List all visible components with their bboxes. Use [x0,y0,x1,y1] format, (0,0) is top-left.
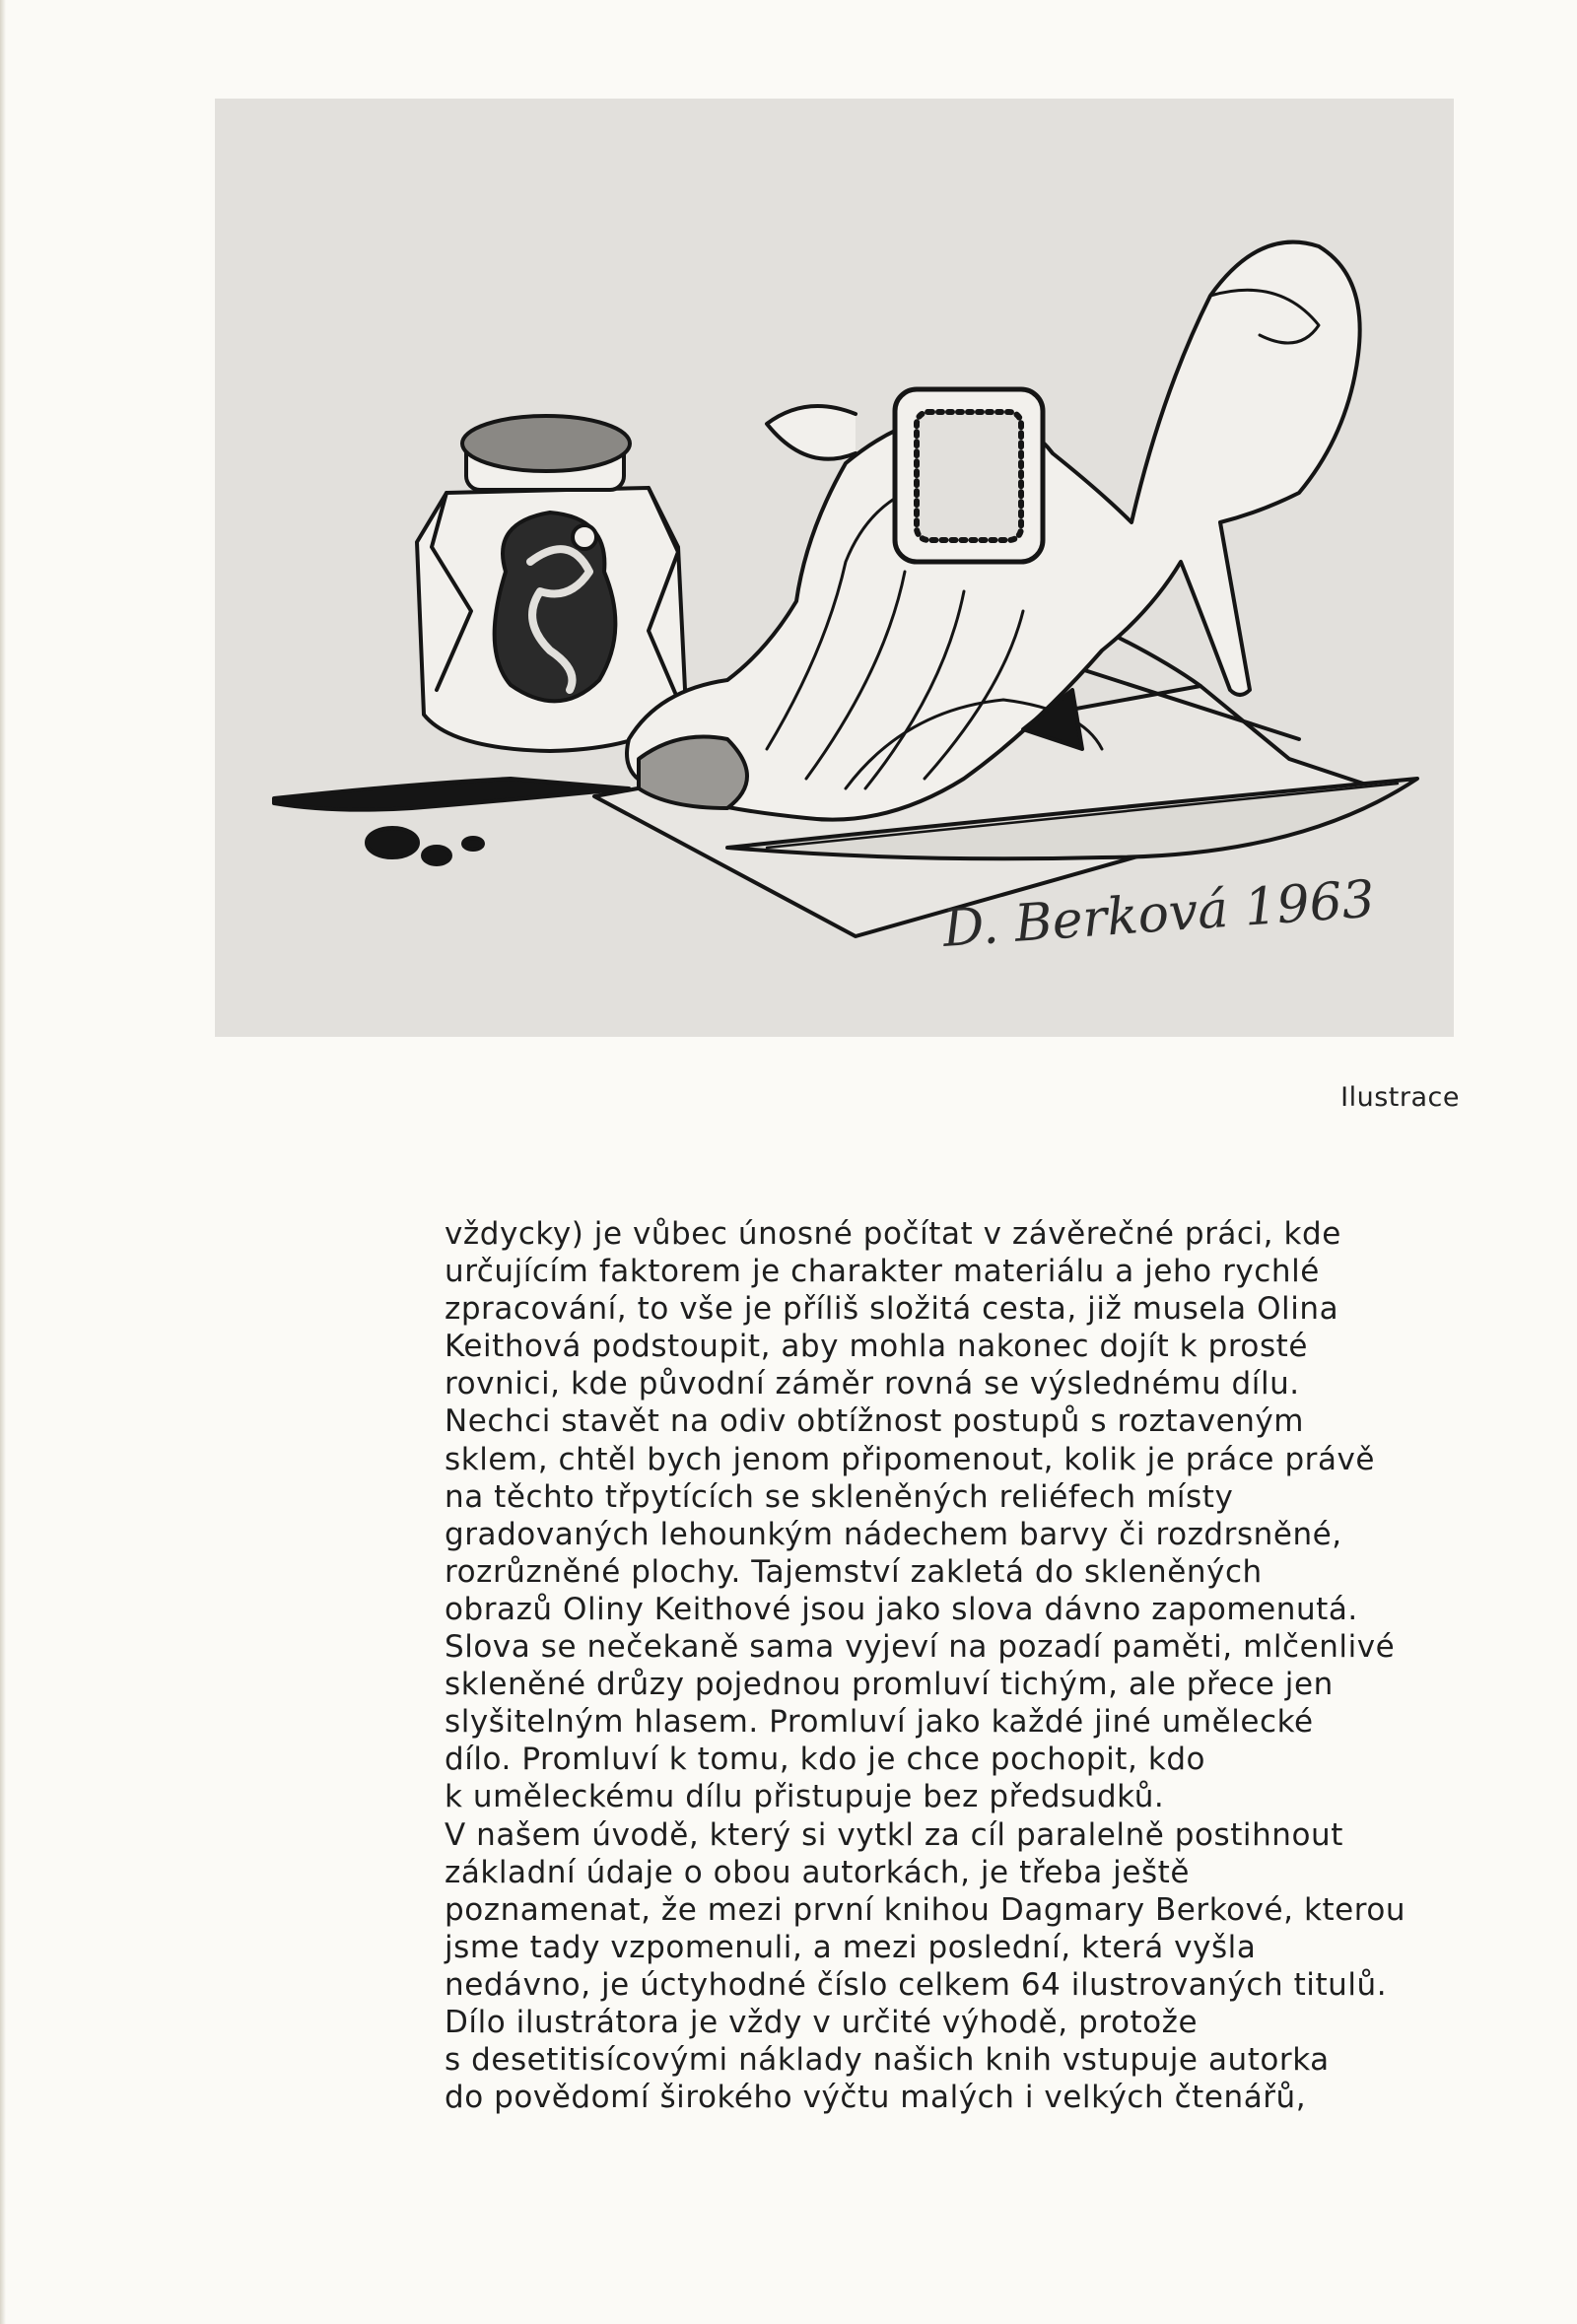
artist-signature: D. Berková 1963 [940,869,1377,959]
text-line: určujícím faktorem je charakter materiálu a jeho rychlé [445,1254,1320,1290]
page-edge [0,0,6,2324]
body-paragraph [445,1215,1479,2116]
text-line: sklem, chtěl bych jenom připomenout, kolik je práce právě [445,1441,1376,1477]
ink-drop [463,838,483,850]
text-line: dílo. Promluví k tomu, kdo je chce pochopit, kdo [445,1742,1206,1778]
ink-spill [274,779,629,810]
text-line: základní údaje o obou autorkách, je třeba ještě [445,1854,1190,1890]
text-line: k uměleckému dílu přistupuje bez předsudků. [445,1779,1165,1815]
text-line: Dílo ilustrátora je vždy v určité výhodě, protože [445,2004,1199,2040]
text-line: skleněné drůzy pojednou promluví tichým, ale přece jen [445,1667,1334,1703]
illustration-caption: Ilustrace [1340,1082,1460,1113]
ink-bottle [417,416,686,751]
text-line: poznamenat, že mezi první knihou Dagmary Berkové, kterou [445,1891,1406,1928]
text-line: V našem úvodě, který si vytkl za cíl paralelně postihnout [445,1816,1343,1853]
text-line: zpracování, to vše je příliš složitá cesta, již musela Olina [445,1291,1339,1328]
ink-drop [423,847,450,864]
text-line: rozrůzněné plochy. Tajemství zakletá do skleněných [445,1553,1263,1590]
text-line: Keithová podstoupit, aby mohla nakonec dojít k prosté [445,1329,1308,1365]
text-line: s desetitisícovými náklady našich knih vstupuje autorka [445,2042,1330,2079]
text-line: Nechci stavět na odiv obtížnost postupů s roztaveným [445,1403,1305,1440]
text-line: jsme tady vzpomenuli, a mezi poslední, která vyšla [445,1929,1257,1965]
text-line: gradovaných lehounkým nádechem barvy či rozdrsněné, [445,1516,1342,1552]
ink-drop [367,828,418,857]
text-line: do povědomí širokého výčtu malých i velkých čtenářů, [445,2080,1307,2116]
text-line: nedávno, je úctyhodné číslo celkem 64 ilustrovaných titulů. [445,1966,1388,2003]
text-line: obrazů Oliny Keithové jsou jako slova dávno zapomenutá. [445,1591,1358,1627]
illustration-plate [215,99,1454,1037]
text-line: vždycky) je vůbec únosné počítat v závěrečné práci, kde [445,1216,1341,1252]
text-line: na těchto třpytících se skleněných reliéfech místy [445,1478,1234,1515]
illustration-drawing [215,99,1454,1037]
text-line: slyšitelným hlasem. Promluví jako každé jiné umělecké [445,1704,1314,1741]
text-line: Slova se nečekaně sama vyjeví na pozadí paměti, mlčenlivé [445,1629,1396,1666]
text-line: rovnici, kde původní záměr rovná se výslednému dílu. [445,1366,1300,1402]
